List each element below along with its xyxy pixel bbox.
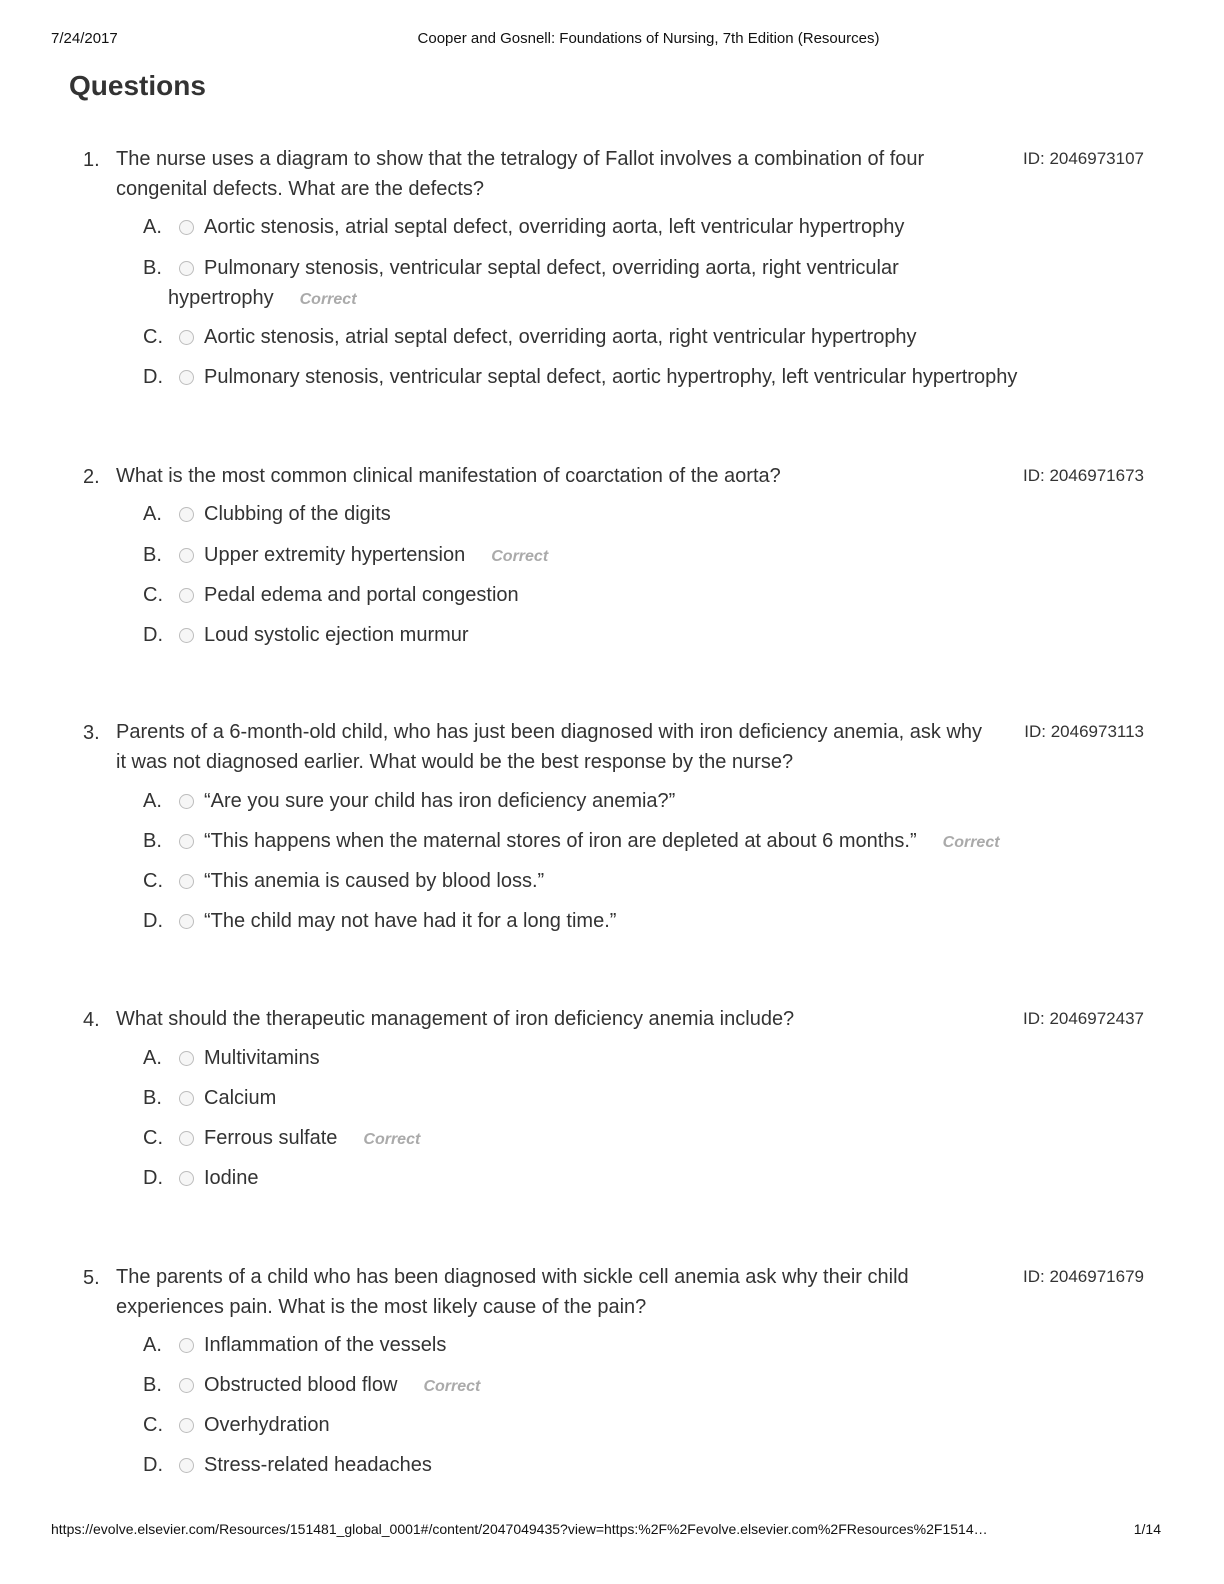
footer-url: https://evolve.elsevier.com/Resources/151481_global_0001#/content/2047049435?view=https:%2F%2Fevolve.elsevier.com%2FResources%2F1514…	[51, 1521, 988, 1537]
radio-button[interactable]	[179, 914, 194, 929]
option-letter: B.	[143, 257, 162, 279]
option-letter: B.	[143, 544, 162, 566]
option-text: Multivitamins	[204, 1047, 320, 1069]
question-id: ID: 2046971673	[1023, 466, 1144, 485]
question-number: 1.	[83, 149, 100, 171]
option-letter: C.	[143, 584, 163, 606]
option-text-continued-label: hypertrophy	[168, 287, 274, 309]
question-text: The parents of a child who has been diagnosed with sickle cell anemia ask why their child experiences pain. What is the most likely cause of the pain?	[116, 1266, 909, 1318]
option-text	[204, 544, 548, 567]
question-id: ID: 2046973107	[1023, 149, 1144, 168]
option-text: Aortic stenosis, atrial septal defect, overriding aorta, left ventricular hypertrophy	[204, 216, 905, 238]
question-text: Parents of a 6-month-old child, who has just been diagnosed with iron deficiency anemia, ask why it was not diagnosed earlier. What would be the best response by the nurse?	[116, 721, 983, 773]
question-number: 3.	[83, 722, 100, 744]
question-id: ID: 2046972437	[1023, 1009, 1144, 1028]
radio-button[interactable]	[179, 628, 194, 643]
option-letter: B.	[143, 1087, 162, 1109]
option-text	[204, 1374, 480, 1397]
radio-button[interactable]	[179, 1378, 194, 1393]
radio-button[interactable]	[179, 874, 194, 889]
option-letter: D.	[143, 1167, 163, 1189]
option-letter: A.	[143, 216, 162, 238]
radio-button[interactable]	[179, 1458, 194, 1473]
radio-button[interactable]	[179, 1131, 194, 1146]
question-number: 4.	[83, 1009, 100, 1031]
option-letter: D.	[143, 366, 163, 388]
radio-button[interactable]	[179, 1338, 194, 1353]
option-letter: A.	[143, 503, 162, 525]
radio-button[interactable]	[179, 1091, 194, 1106]
correct-label: Correct	[299, 291, 357, 308]
option-letter: A.	[143, 1334, 162, 1356]
correct-label: Correct	[423, 1378, 481, 1395]
option-text: “Are you sure your child has iron deficiency anemia?”	[204, 790, 676, 812]
option-letter: C.	[143, 1414, 163, 1436]
option-text: Overhydration	[204, 1414, 330, 1436]
radio-button[interactable]	[179, 507, 194, 522]
option-text: Pulmonary stenosis, ventricular septal defect, overriding aorta, right ventricular	[204, 257, 899, 279]
question-text: What should the therapeutic management of iron deficiency anemia include?	[116, 1008, 795, 1030]
option-text: Pulmonary stenosis, ventricular septal defect, aortic hypertrophy, left ventricular hypertrophy	[204, 366, 1018, 388]
radio-button[interactable]	[179, 588, 194, 603]
option-text: Iodine	[204, 1167, 259, 1189]
option-text: Aortic stenosis, atrial septal defect, overriding aorta, right ventricular hypertrophy	[204, 326, 917, 348]
option-text: “This anemia is caused by blood loss.”	[204, 870, 545, 892]
option-letter: B.	[143, 1374, 162, 1396]
radio-button[interactable]	[179, 330, 194, 345]
option-letter: C.	[143, 326, 163, 348]
radio-button[interactable]	[179, 548, 194, 563]
page-number: 1/14	[1133, 1521, 1161, 1537]
radio-button[interactable]	[179, 834, 194, 849]
option-text: Loud systolic ejection murmur	[204, 624, 469, 646]
option-letter: C.	[143, 1127, 163, 1149]
option-text: Calcium	[204, 1087, 277, 1109]
radio-button[interactable]	[179, 794, 194, 809]
question-number: 5.	[83, 1267, 100, 1289]
document-title: Cooper and Gosnell: Foundations of Nursing, 7th Edition (Resources)	[417, 30, 880, 47]
option-text: Stress-related headaches	[204, 1454, 432, 1476]
option-text-label: Obstructed blood flow	[204, 1374, 398, 1396]
option-letter: D.	[143, 624, 163, 646]
option-letter: D.	[143, 1454, 163, 1476]
radio-button[interactable]	[179, 220, 194, 235]
radio-button[interactable]	[179, 1051, 194, 1066]
option-text-label: Ferrous sulfate	[204, 1127, 338, 1149]
radio-button[interactable]	[179, 261, 194, 276]
option-letter: A.	[143, 1047, 162, 1069]
page-title: Questions	[69, 70, 206, 101]
option-text-label: Upper extremity hypertension	[204, 544, 466, 566]
option-text: Clubbing of the digits	[204, 503, 391, 525]
option-text-continued	[168, 287, 357, 310]
option-letter: B.	[143, 830, 162, 852]
option-text	[204, 830, 1000, 853]
option-text: Pedal edema and portal congestion	[204, 584, 519, 606]
radio-button[interactable]	[179, 1418, 194, 1433]
question-number: 2.	[83, 466, 100, 488]
question-text: What is the most common clinical manifestation of coarctation of the aorta?	[116, 465, 781, 487]
option-text-label: “This happens when the maternal stores of iron are depleted at about 6 months.”	[204, 830, 917, 852]
option-letter: D.	[143, 910, 163, 932]
radio-button[interactable]	[179, 370, 194, 385]
correct-label: Correct	[363, 1131, 421, 1148]
question-text: The nurse uses a diagram to show that the tetralogy of Fallot involves a combination of four congenital defects. What are the defects?	[116, 148, 925, 200]
option-letter: A.	[143, 790, 162, 812]
correct-label: Correct	[942, 834, 1000, 851]
option-text: Inflammation of the vessels	[204, 1334, 447, 1356]
question-id: ID: 2046971679	[1023, 1267, 1144, 1286]
correct-label: Correct	[491, 548, 549, 565]
question-id: ID: 2046973113	[1024, 722, 1144, 741]
print-date: 7/24/2017	[51, 30, 118, 47]
option-text	[204, 1127, 420, 1150]
option-letter: C.	[143, 870, 163, 892]
option-text: “The child may not have had it for a long time.”	[204, 910, 617, 932]
radio-button[interactable]	[179, 1171, 194, 1186]
